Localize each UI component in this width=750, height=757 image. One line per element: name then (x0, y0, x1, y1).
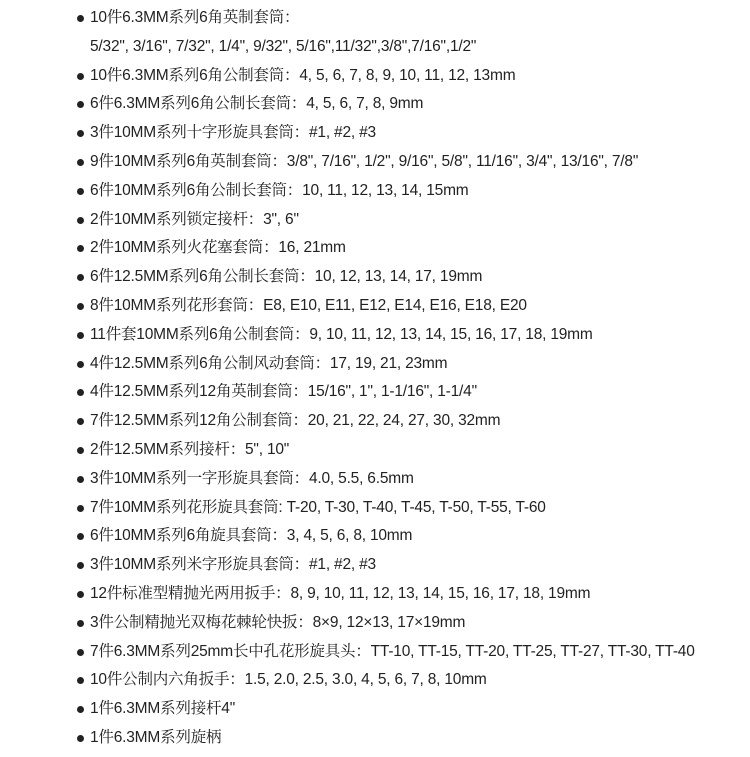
list-item (0, 234, 750, 263)
list-item-text: 12件标准型精抛光两用扳手：8, 9, 10, 11, 12, 13, 14, 15, 16, 17, 18, 19mm (90, 584, 591, 602)
list-item-text: 1件6.3MM系列旋柄 (90, 728, 222, 746)
list-item (0, 609, 750, 638)
list-item (0, 177, 750, 206)
list-item (0, 666, 750, 695)
list-item (0, 62, 750, 91)
list-item (0, 580, 750, 609)
list-item (0, 695, 750, 724)
list-item (0, 494, 750, 523)
list-item (0, 551, 750, 580)
list-item-text: 6件12.5MM系列6角公制长套筒：10, 12, 13, 14, 17, 19mm (90, 268, 483, 286)
list-item-text: 7件10MM系列花形旋具套筒: T-20, T-30, T-40, T-45, T-50, T-55, T-60 (90, 498, 546, 516)
list-item (0, 292, 750, 321)
list-item (0, 119, 750, 148)
list-item (0, 4, 750, 62)
list-item (0, 350, 750, 379)
list-item-text: 4件12.5MM系列12角英制套筒：15/16", 1", 1-1/16", 1-1/4" (90, 383, 477, 401)
list-item-text: 7件12.5MM系列12角公制套筒：20, 21, 22, 24, 27, 30, 32mm (90, 412, 501, 430)
list-item-text: 10件公制内六角扳手：1.5, 2.0, 2.5, 3.0, 4, 5, 6, 7, 8, 10mm (90, 671, 487, 689)
list-item-text: 9件10MM系列6角英制套筒：3/8", 7/16", 1/2", 9/16", 5/8", 11/16", 3/4", 13/16", 7/8" (90, 152, 639, 170)
list-item (0, 407, 750, 436)
list-item-text: 3件10MM系列十字形旋具套筒：#1, #2, #3 (90, 124, 376, 142)
list-item-text: 6件10MM系列6角公制长套筒：10, 11, 12, 13, 14, 15mm (90, 181, 469, 199)
list-item-text: 2件10MM系列锁定接杆：3", 6" (90, 210, 299, 228)
list-item (0, 436, 750, 465)
list-item-text: 3件10MM系列一字形旋具套筒：4.0, 5.5, 6.5mm (90, 469, 414, 487)
list-item-text: 6件10MM系列6角旋具套筒：3, 4, 5, 6, 8, 10mm (90, 527, 413, 545)
list-item-text: 6件6.3MM系列6角公制长套筒：4, 5, 6, 7, 8, 9mm (90, 95, 424, 113)
list-item-text: 2件12.5MM系列接杆：5", 10" (90, 440, 290, 458)
list-item-text: 1件6.3MM系列接杆4" (90, 700, 236, 718)
list-item (0, 321, 750, 350)
list-item (0, 90, 750, 119)
list-item (0, 148, 750, 177)
list-item (0, 522, 750, 551)
list-item (0, 724, 750, 753)
list-item-text: 4件12.5MM系列6角公制风动套筒：17, 19, 21, 23mm (90, 354, 448, 372)
list-item-text: 10件6.3MM系列6角公制套筒：4, 5, 6, 7, 8, 9, 10, 11, 12, 13mm (90, 66, 516, 84)
list-item-continuation: 5/32", 3/16", 7/32", 1/4", 9/32", 5/16",11/32",3/8",7/16",1/2" (90, 37, 477, 55)
list-item-text: 7件6.3MM系列25mm长中孔花形旋具头：TT-10, TT-15, TT-20, TT-25, TT-27, TT-30, TT-40 (90, 642, 695, 660)
list-item-text: 11件套10MM系列6角公制套筒：9, 10, 11, 12, 13, 14, 15, 16, 17, 18, 19mm (90, 325, 593, 343)
list-item-text: 10件6.3MM系列6角英制套筒： (90, 9, 300, 26)
list-item (0, 465, 750, 494)
list-item-text: 2件10MM系列火花塞套筒：16, 21mm (90, 239, 346, 257)
list-item (0, 263, 750, 292)
list-item (0, 638, 750, 667)
list-item-text: 3件10MM系列米字形旋具套筒：#1, #2, #3 (90, 556, 376, 574)
list-item-text: 8件10MM系列花形套筒：E8, E10, E11, E12, E14, E16, E18, E20 (90, 296, 527, 314)
list-item (0, 378, 750, 407)
spec-list (0, 4, 750, 753)
list-item (0, 206, 750, 235)
list-item-text: 3件公制精抛光双梅花棘轮快扳：8×9, 12×13, 17×19mm (90, 613, 466, 631)
